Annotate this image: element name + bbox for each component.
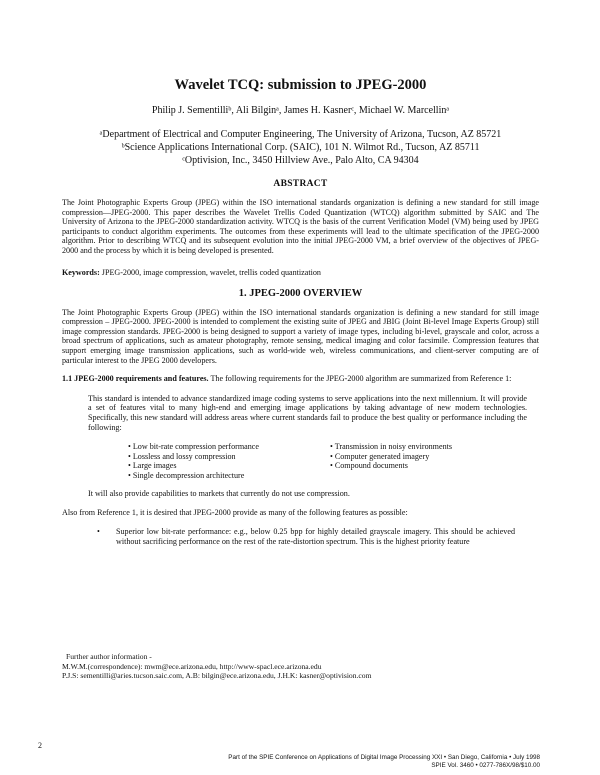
abstract-heading: ABSTRACT	[273, 179, 328, 189]
footer-line: Part of the SPIE Conference on Applications of Digital Image Processing XXI • San Diego, California • July 1998	[228, 754, 540, 761]
list-item: • Lossless and lossy compression	[128, 452, 330, 462]
bullet-icon: •	[97, 527, 100, 537]
affiliations	[62, 128, 539, 167]
subsection-text: The following requirements for the JPEG-2000 algorithm are summarized from Reference 1:	[210, 374, 512, 384]
list-item: • Low bit-rate compression performance	[128, 442, 330, 452]
affiliation-line: ᵇScience Applications International Corp. (SAIC), 101 N. Wilmot Rd., Tucson, AZ 85711	[121, 142, 480, 153]
subsection-paragraph	[62, 374, 539, 384]
feature-bullet	[97, 527, 515, 546]
abstract-text: The Joint Photographic Experts Group (JPEG) within the ISO international standards organization is defining a new standard for still image compression—JPEG-2000. This paper describes the Wavelet Trellis Coded Quantization (WTCQ) algorithm submitted by SAIC and The University of Arizona to the JPEG-2000 standardization activity. WTCQ is the basis of the current Verification Model (VM) being used by JPEG participants to conduct algorithm experiments. The outcomes from these experiments will lead to the ultimate specification of the JPEG-2000 algorithm. Prior to describing WTCQ and its subsequent evolution into the initial JPEG-2000 VM, a brief overview of the objectives of JPEG-2000 and the process by which it is being developed is presented.	[62, 198, 539, 255]
requirements-quote: This standard is intended to advance standardized image coding systems to serve applications into the next millennium. It will provide a set of features vital to many high-end and emerging image applications by taking advantage of new modern technologies. Specifically, this new standard will address areas where current standards fail to produce the best quality or performance including the following:	[88, 393, 527, 432]
affiliation-line: ᵃDepartment of Electrical and Computer Engineering, The University of Arizona, Tucson, AZ 85721	[99, 129, 502, 140]
author-footnote	[62, 652, 542, 681]
features-list	[128, 442, 539, 480]
subsection-heading: 1.1 JPEG-2000 requirements and features.	[62, 374, 209, 384]
section-1-heading: 1. JPEG-2000 OVERVIEW	[238, 287, 363, 299]
features-intro: Also from Reference 1, it is desired that JPEG-2000 provide as many of the following features as possible:	[62, 508, 408, 518]
author-list: Philip J. Sementilliᵇ, Ali Bilginᵃ, James H. Kasnerᶜ, Michael W. Marcellinᵃ	[151, 105, 450, 116]
features-column-2	[330, 442, 452, 480]
requirements-quote-end: It will also provide capabilities to markets that currently do not use compression.	[88, 489, 350, 499]
features-column-1	[128, 442, 330, 480]
footnote-line: P.J.S: sementilli@aries.tucson.saic.com, A.B: bilgin@ece.arizona.edu, J.H.K: kasner@optivision.com	[62, 671, 372, 681]
section-1-text: The Joint Photographic Experts Group (JPEG) within the ISO international standards organization is defining a new standard for still image compression – JPEG-2000. JPEG-2000 is intended to complement the existing suite of JPEG and JBIG (Joint Bi-level Image Experts Group) still image compression standards. JPEG-2000 is being designed to support a variety of image types, including bi-level, grayscale and color, across a broad spectrum of applications, such as amateur photography, remote sensing, medical imaging and color facsimile. Compression features that support emerging image transmission applications, such as world-wide web, wireless communications, and client-server computing are of particular interest to the JPEG 2000 developers.	[62, 307, 539, 365]
list-item: • Transmission in noisy environments	[330, 442, 452, 452]
list-item: • Large images	[128, 461, 330, 471]
list-item: • Computer generated imagery	[330, 452, 452, 462]
keywords	[62, 268, 539, 277]
footer-line: SPIE Vol. 3460 • 0277-786X/98/$10.00	[431, 762, 540, 769]
list-item: • Compound documents	[330, 461, 452, 471]
affiliation-line: ᶜOptivision, Inc., 3450 Hillview Ave., Palo Alto, CA 94304	[182, 155, 419, 166]
feature-bullet-text: Superior low bit-rate performance: e.g., below 0.25 bpp for highly detailed grayscale imagery. This should be achieved without sacrificing performance on the rest of the rate-distortion spectrum. This is the highest priority feature	[116, 527, 515, 547]
keywords-label: Keywords:	[62, 267, 100, 277]
paper-title: Wavelet TCQ: submission to JPEG-2000	[174, 77, 427, 93]
conference-footer	[120, 754, 540, 770]
list-item: • Single decompression architecture	[128, 471, 330, 481]
footnote-line: M.W.M.(correspondence): mwm@ece.arizona.edu, http://www-spacl.ece.arizona.edu	[62, 661, 322, 671]
page-number: 2	[38, 741, 42, 750]
footnote-heading: Further author information -	[66, 652, 152, 661]
keywords-text: JPEG-2000, image compression, wavelet, trellis coded quantization	[101, 267, 321, 277]
